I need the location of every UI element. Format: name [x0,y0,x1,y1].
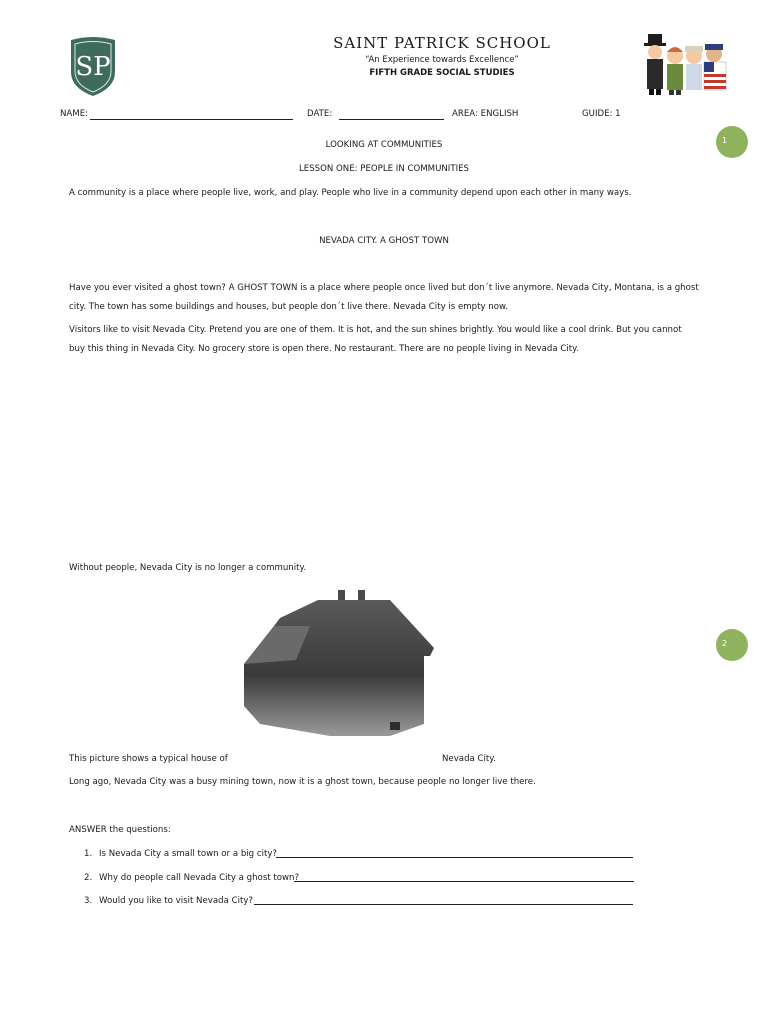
caption-right: Nevada City. [442,754,496,764]
course-title: FIFTH GRADE SOCIAL STUDIES [369,68,515,78]
date-field[interactable] [339,109,444,120]
page-badge-1: 1 [716,126,748,158]
date-label: DATE: [307,109,333,119]
question-3: 3. Would you like to visit Nevada City? [84,896,253,906]
school-name: SAINT PATRICK SCHOOL [333,34,551,52]
visitors-paragraph: Visitors like to visit Nevada City. Pretend you are one of them. It is hot, and the sun shines brightly. You would like a cool drink. But you cannot buy this thing in Nevada City. No grocery store is open there. No restaurant. There are no people living in Nevada City. [69,325,682,354]
section-title: NEVADA CITY. A GHOST TOWN [319,236,449,246]
house-picture [240,586,436,740]
school-logo [68,36,118,98]
answer-line-3[interactable] [254,895,633,905]
without-people-text: Without people, Nevada City is no longer a community. [69,563,307,573]
long-ago-text: Long ago, Nevada City was a busy mining town, now it is a ghost town, because people no longer live there. [69,777,536,787]
question-2: 2. Why do people call Nevada City a ghost town? [84,873,300,883]
svg-text:SP: SP [75,52,111,82]
intro-paragraph: A community is a place where people live, work, and play. People who live in a community depend upon each other in many ways. [69,188,632,198]
unit-title: LOOKING AT COMMUNITIES [325,140,443,150]
question-text: Would you like to visit Nevada City? [99,896,253,906]
answer-heading: ANSWER the questions: [69,825,171,835]
question-text: Why do people call Nevada City a ghost town? [99,873,300,883]
ghost-town-paragraph: Have you ever visited a ghost town? A GHOST TOWN is a place where people once lived but don´t live anymore. Nevada City, Montana, is a ghost city. The town has some buildings and houses, but people don´t live there. Nevada City is empty now. [69,283,699,312]
children-illustration [640,30,732,98]
question-text: Is Nevada City a small town or a big city? [99,849,277,859]
name-label: NAME: [60,109,89,119]
guide-label: GUIDE: 1 [582,109,621,119]
answer-line-2[interactable] [294,872,634,882]
page-badge-2: 2 [716,629,748,661]
caption-left: This picture shows a typical house of [69,754,228,764]
lesson-title: LESSON ONE: PEOPLE IN COMMUNITIES [298,164,470,174]
area-label: AREA: ENGLISH [452,109,519,119]
name-field[interactable] [90,109,293,120]
school-motto: “An Experience towards Excellence” [365,55,519,65]
answer-line-1[interactable] [276,848,633,858]
question-1: 1. Is Nevada City a small town or a big city? [84,849,277,859]
shield-icon [68,36,118,98]
